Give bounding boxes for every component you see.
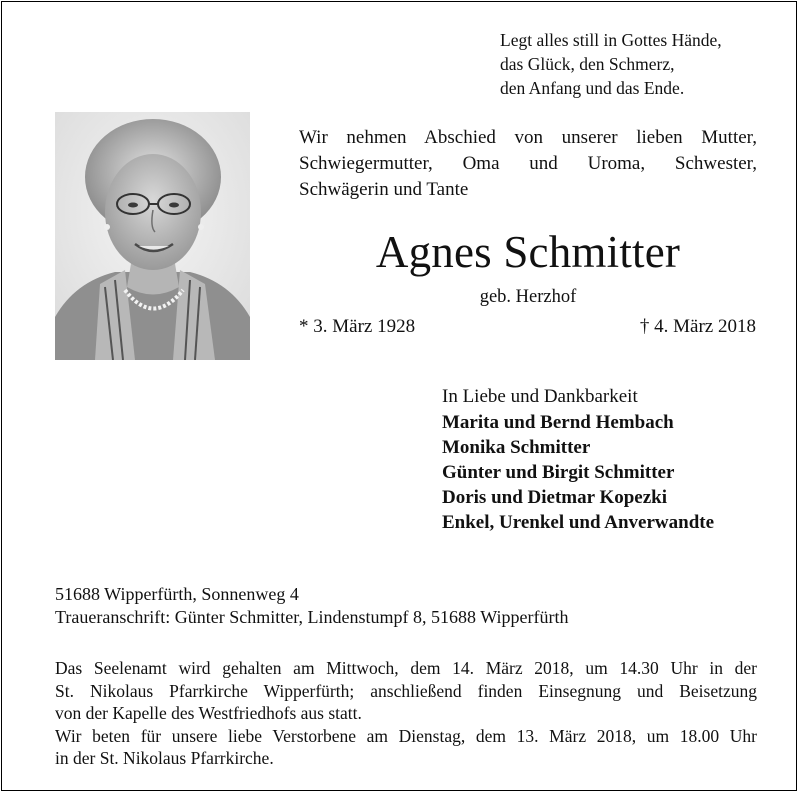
- deceased-name: Agnes Schmitter: [375, 227, 681, 277]
- intro-line: Schwiegermutter, Oma und Uroma, Schwester,: [299, 153, 757, 174]
- mourner-name: Enkel, Urenkel und Anverwandte: [442, 512, 715, 533]
- family-block: [442, 384, 714, 535]
- intro-text: [299, 125, 757, 203]
- mourner-name: Günter und Birgit Schmitter: [442, 462, 675, 483]
- family-heading: In Liebe und Dankbarkeit: [442, 386, 638, 407]
- birth-date: * 3. März 1928: [299, 316, 416, 337]
- mourner-name: Marita und Bernd Hembach: [442, 412, 674, 433]
- intro-line: Wir nehmen Abschied von unserer lieben Mutter,: [299, 127, 757, 148]
- verse-line: das Glück, den Schmerz,: [500, 54, 675, 74]
- obituary-frame: [1, 1, 797, 791]
- service-line: von der Kapelle des Westfriedhofs aus statt.: [55, 703, 362, 723]
- service-line: Wir beten für unsere liebe Verstorbene am Dienstag, dem 13. März 2018, um 18.00 Uhr: [55, 725, 757, 746]
- intro-line: Schwägerin und Tante: [299, 179, 469, 200]
- home-address: 51688 Wipperfürth, Sonnenweg 4: [55, 584, 299, 604]
- portrait-photo: [55, 112, 250, 360]
- verse-line: Legt alles still in Gottes Hände,: [500, 30, 722, 50]
- portrait-illustration: [55, 112, 250, 360]
- service-line: Das Seelenamt wird gehalten am Mittwoch, dem 14. März 2018, um 14.30 Uhr in der: [55, 658, 757, 678]
- address-block: [55, 583, 568, 629]
- death-date: † 4. März 2018: [639, 316, 756, 337]
- service-info: [55, 657, 757, 770]
- service-line: St. Nikolaus Pfarrkirche Wipperfürth; anschließend finden Einsegnung und Beisetzung: [55, 680, 757, 701]
- mourner-name: Doris und Dietmar Kopezki: [442, 487, 668, 508]
- mourner-name: Monika Schmitter: [442, 437, 591, 458]
- verse-line: den Anfang und das Ende.: [500, 78, 685, 98]
- verse: [500, 28, 722, 100]
- birth-name: geb. Herzhof: [479, 287, 577, 307]
- service-line: in der St. Nikolaus Pfarrkirche.: [55, 748, 274, 768]
- mourning-address: Traueranschrift: Günter Schmitter, Lindenstumpf 8, 51688 Wipperfürth: [55, 607, 569, 627]
